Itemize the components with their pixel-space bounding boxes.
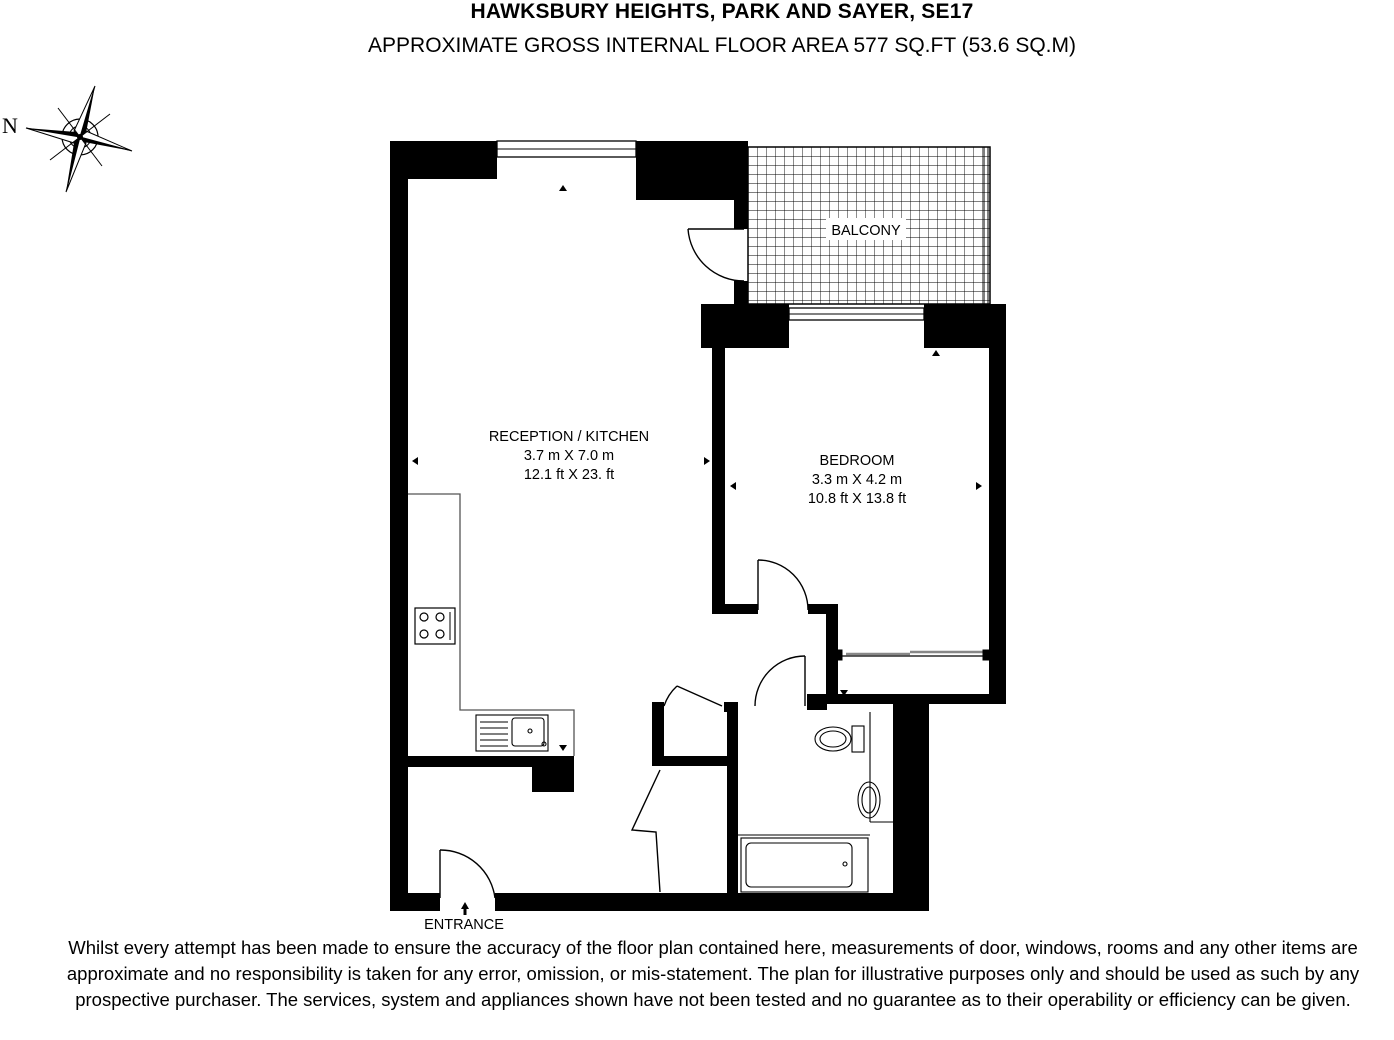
reception-metric-label: 3.7 m X 7.0 m bbox=[523, 448, 615, 464]
toilet-icon bbox=[815, 726, 864, 752]
disclaimer-text: Whilst every attempt has been made to ensure the accuracy of the floor plan contained here, measurements of door, windows, rooms and any other items are approximate and no responsibility is taken for any error, omission, or mis-statement. The plan for illustrative purposes only and should be used as such by any prospective purchaser. The services, system and appliances shown have not been tested and no guarantee as to their operability or efficiency can be given. bbox=[66, 937, 1360, 1010]
bathtub-icon bbox=[741, 838, 868, 892]
plan-title: HAWKSBURY HEIGHTS, PARK AND SAYER, SE17 bbox=[470, 0, 974, 23]
balcony-label: BALCONY bbox=[831, 223, 901, 239]
basin-icon bbox=[858, 782, 880, 818]
bedroom-name-label: BEDROOM bbox=[819, 453, 895, 469]
reception-imperial-label: 12.1 ft X 23. ft bbox=[523, 467, 615, 483]
floor-area-subtitle: APPROXIMATE GROSS INTERNAL FLOOR AREA 577 SQ.FT (53.6 SQ.M) bbox=[368, 34, 1076, 57]
bathroom-fittings bbox=[738, 712, 893, 835]
compass-north-label: N bbox=[2, 113, 18, 138]
wardrobe bbox=[836, 650, 989, 660]
compass-rose-icon bbox=[26, 86, 132, 192]
entrance-label: ENTRANCE bbox=[424, 917, 504, 933]
bedroom-imperial-label: 10.8 ft X 13.8 ft bbox=[807, 491, 907, 507]
hob-icon bbox=[415, 608, 455, 644]
bedroom-metric-label: 3.3 m X 4.2 m bbox=[811, 472, 903, 488]
reception-name-label: RECEPTION / KITCHEN bbox=[488, 429, 650, 445]
sink-icon bbox=[476, 715, 548, 751]
